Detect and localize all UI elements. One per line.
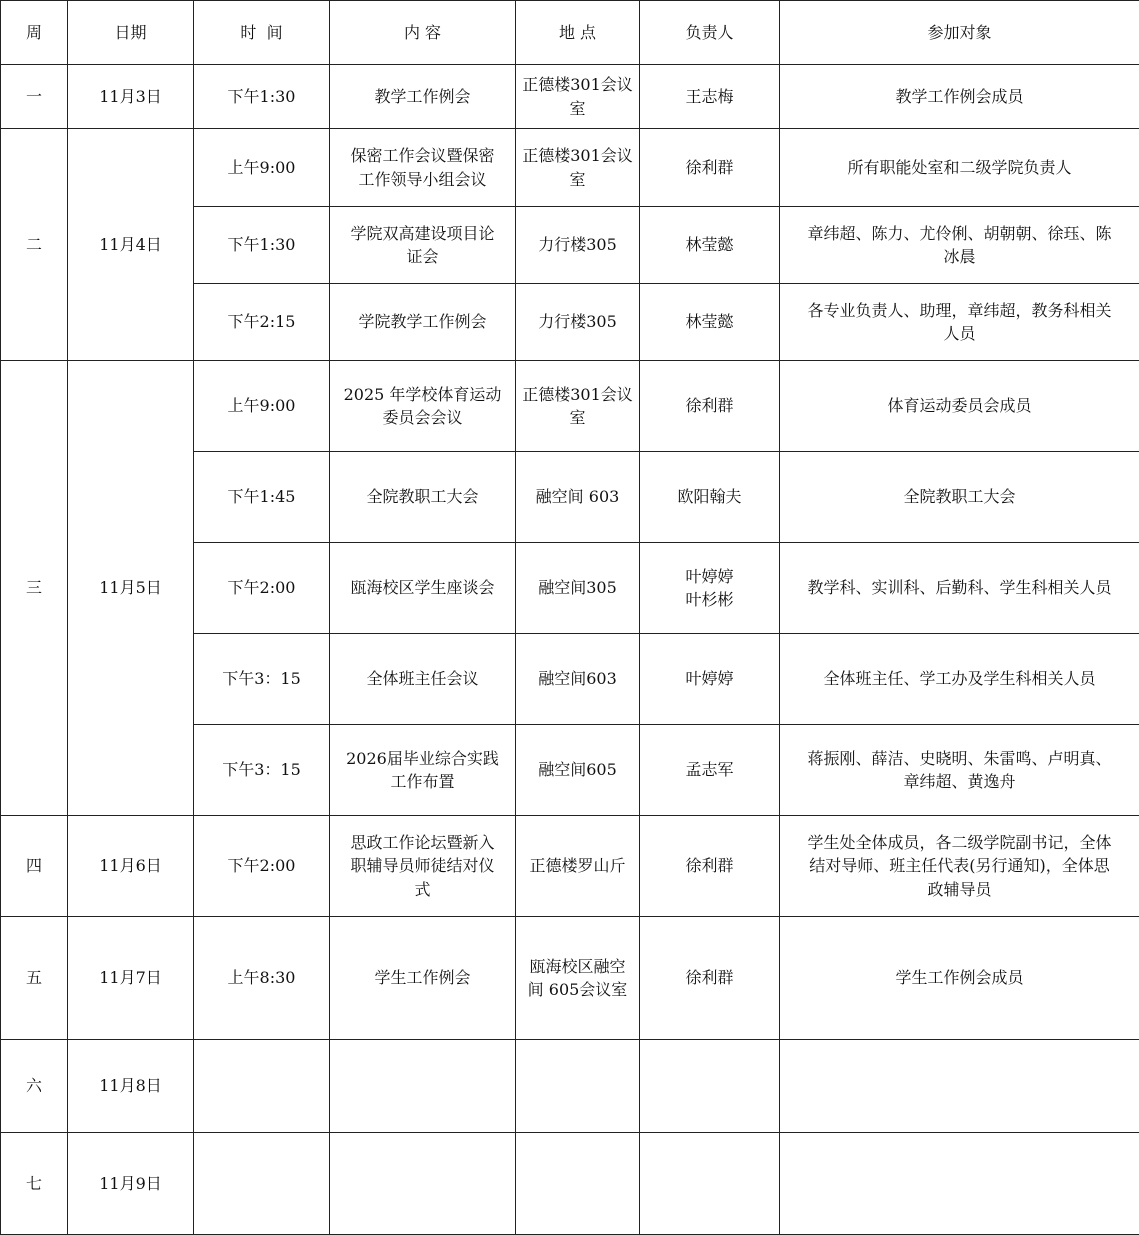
table-row (1, 361, 1139, 452)
table-row (1, 917, 1139, 1040)
content-cell (330, 1133, 516, 1235)
time-cell: 下午3：15 (194, 634, 330, 725)
content-cell: 思政工作论坛暨新入 职辅导员师徒结对仪 式 (330, 816, 516, 917)
content-cell: 2025 年学校体育运动 委员会会议 (330, 361, 516, 452)
content-cell: 教学工作例会 (330, 65, 516, 129)
header-content: 内 容 (330, 1, 516, 65)
date-cell: 11月3日 (68, 65, 194, 129)
attendees-cell: 学生工作例会成员 (780, 917, 1139, 1040)
date-cell: 11月8日 (68, 1040, 194, 1133)
date-cell: 11月6日 (68, 816, 194, 917)
location-cell: 正德楼301会议 室 (516, 129, 640, 207)
weekday-cell: 三 (1, 361, 68, 816)
owner-cell: 徐利群 (640, 129, 780, 207)
attendees-cell: 教学科、实训科、后勤科、学生科相关人员 (780, 543, 1139, 634)
time-cell (194, 1040, 330, 1133)
content-cell: 瓯海校区学生座谈会 (330, 543, 516, 634)
header-location: 地 点 (516, 1, 640, 65)
table-row (1, 129, 1139, 207)
location-cell: 融空间305 (516, 543, 640, 634)
content-cell: 2026届毕业综合实践 工作布置 (330, 725, 516, 816)
owner-cell: 林莹懿 (640, 284, 780, 361)
time-cell: 下午2:00 (194, 816, 330, 917)
attendees-cell: 全院教职工大会 (780, 452, 1139, 543)
weekday-cell: 二 (1, 129, 68, 361)
owner-cell: 徐利群 (640, 361, 780, 452)
attendees-cell: 蒋振刚、薛洁、史晓明、朱雷鸣、卢明真、 章纬超、黄逸舟 (780, 725, 1139, 816)
time-cell: 下午2:15 (194, 284, 330, 361)
weekday-cell: 六 (1, 1040, 68, 1133)
header-attendees: 参加对象 (780, 1, 1139, 65)
content-cell: 保密工作会议暨保密 工作领导小组会议 (330, 129, 516, 207)
owner-cell: 叶婷婷 叶杉彬 (640, 543, 780, 634)
owner-cell (640, 1040, 780, 1133)
time-cell: 下午3：15 (194, 725, 330, 816)
location-cell: 力行楼305 (516, 207, 640, 284)
date-cell: 11月7日 (68, 917, 194, 1040)
time-cell: 上午9:00 (194, 129, 330, 207)
content-cell: 全院教职工大会 (330, 452, 516, 543)
location-cell: 瓯海校区融空 间 605会议室 (516, 917, 640, 1040)
owner-cell: 欧阳翰夫 (640, 452, 780, 543)
owner-cell: 叶婷婷 (640, 634, 780, 725)
date-cell: 11月9日 (68, 1133, 194, 1235)
header-time: 时 间 (194, 1, 330, 65)
attendees-cell: 学生处全体成员，各二级学院副书记，全体 结对导师、班主任代表(另行通知)，全体思 政辅导员 (780, 816, 1139, 917)
time-cell: 下午1:45 (194, 452, 330, 543)
location-cell: 正德楼301会议 室 (516, 65, 640, 129)
header-weekday: 周 (1, 1, 68, 65)
time-cell: 下午1:30 (194, 207, 330, 284)
attendees-cell (780, 1040, 1139, 1133)
content-cell: 学院双高建设项目论 证会 (330, 207, 516, 284)
attendees-cell: 体育运动委员会成员 (780, 361, 1139, 452)
header-owner: 负责人 (640, 1, 780, 65)
schedule-body (1, 65, 1139, 1235)
location-cell (516, 1040, 640, 1133)
owner-cell (640, 1133, 780, 1235)
table-row (1, 816, 1139, 917)
weekday-cell: 七 (1, 1133, 68, 1235)
table-row (1, 1133, 1139, 1235)
time-cell (194, 1133, 330, 1235)
attendees-cell: 所有职能处室和二级学院负责人 (780, 129, 1139, 207)
location-cell (516, 1133, 640, 1235)
attendees-cell (780, 1133, 1139, 1235)
location-cell: 融空间603 (516, 634, 640, 725)
attendees-cell: 章纬超、陈力、尤伶俐、胡朝朝、徐珏、陈 冰晨 (780, 207, 1139, 284)
attendees-cell: 各专业负责人、助理，章纬超，教务科相关 人员 (780, 284, 1139, 361)
owner-cell: 王志梅 (640, 65, 780, 129)
content-cell: 全体班主任会议 (330, 634, 516, 725)
weekday-cell: 四 (1, 816, 68, 917)
attendees-cell: 教学工作例会成员 (780, 65, 1139, 129)
attendees-cell: 全体班主任、学工办及学生科相关人员 (780, 634, 1139, 725)
time-cell: 上午9:00 (194, 361, 330, 452)
location-cell: 融空间605 (516, 725, 640, 816)
owner-cell: 徐利群 (640, 816, 780, 917)
time-cell: 下午2:00 (194, 543, 330, 634)
time-cell: 上午8:30 (194, 917, 330, 1040)
content-cell: 学院教学工作例会 (330, 284, 516, 361)
date-cell: 11月4日 (68, 129, 194, 361)
location-cell: 力行楼305 (516, 284, 640, 361)
table-row (1, 1040, 1139, 1133)
owner-cell: 孟志军 (640, 725, 780, 816)
header-date: 日期 (68, 1, 194, 65)
header-row (1, 1, 1139, 65)
owner-cell: 徐利群 (640, 917, 780, 1040)
location-cell: 融空间 603 (516, 452, 640, 543)
content-cell (330, 1040, 516, 1133)
date-cell: 11月5日 (68, 361, 194, 816)
location-cell: 正德楼301会议 室 (516, 361, 640, 452)
time-cell: 下午1:30 (194, 65, 330, 129)
location-cell: 正德楼罗山斤 (516, 816, 640, 917)
weekday-cell: 一 (1, 65, 68, 129)
table-row (1, 65, 1139, 129)
weekday-cell: 五 (1, 917, 68, 1040)
content-cell: 学生工作例会 (330, 917, 516, 1040)
owner-cell: 林莹懿 (640, 207, 780, 284)
